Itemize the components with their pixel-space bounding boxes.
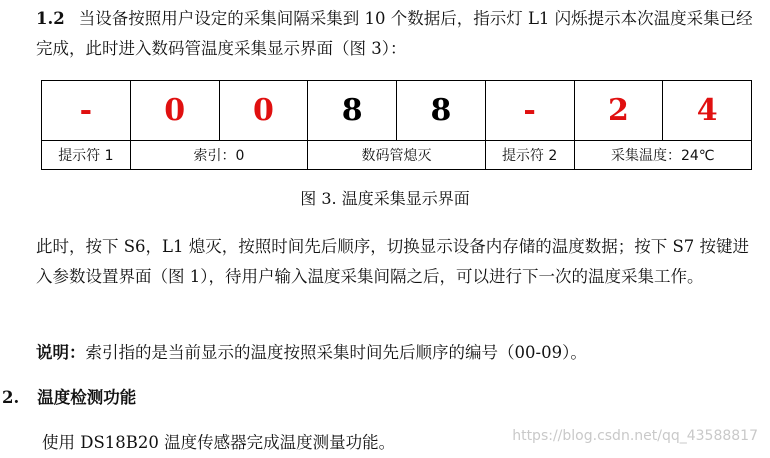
label-prompt-2: 提示符 2: [485, 141, 574, 170]
digit-cell: 0: [130, 81, 219, 141]
digit-cell: 8: [397, 81, 486, 141]
section-number: 1.2: [36, 9, 65, 28]
section-2-heading: [2, 383, 136, 413]
digit-cell: 0: [219, 81, 308, 141]
label-prompt-1: 提示符 1: [42, 141, 131, 170]
note-paragraph: [36, 338, 756, 368]
note-label: 说明：: [36, 343, 86, 362]
section-1-2-text: 当设备按照用户设定的采集间隔采集到 10 个数据后，指示灯 L1 闪烁提示本次温度采集已经完成，此时进入数码管温度采集显示界面（图 3）：: [36, 9, 753, 58]
digit-cell: 8: [308, 81, 397, 141]
seven-segment-display-table: [41, 80, 752, 170]
label-digits-off: 数码管熄灭: [308, 141, 486, 170]
label-row: [42, 141, 752, 170]
watermark: https://blog.csdn.net/qq_43588817: [512, 428, 758, 444]
digit-cell: -: [42, 81, 131, 141]
digit-cell: 4: [663, 81, 752, 141]
digit-cell: -: [485, 81, 574, 141]
note-text: 索引指的是当前显示的温度按照采集时间先后顺序的编号（00-09）。: [85, 343, 587, 362]
section-1-2-paragraph: [36, 4, 756, 64]
digit-row: [42, 81, 752, 141]
paragraph-3: 使用 DS18B20 温度传感器完成温度测量功能。: [42, 433, 396, 452]
section-2-title: 温度检测功能: [37, 388, 137, 407]
figure-caption: 图 3. 温度采集显示界面: [300, 189, 470, 208]
label-index: 索引：0: [130, 141, 308, 170]
paragraph-2: 此时，按下 S6，L1 熄灭，按照时间先后顺序，切换显示设备内存储的温度数据；按下 S7 按键进入参数设置界面（图 1），待用户输入温度采集间隔之后，可以进行下一次的温度采集工作。: [36, 237, 750, 286]
section-2-number: 2.: [2, 388, 20, 407]
digit-cell: 2: [574, 81, 663, 141]
label-temperature: 采集温度：24℃: [574, 141, 752, 170]
